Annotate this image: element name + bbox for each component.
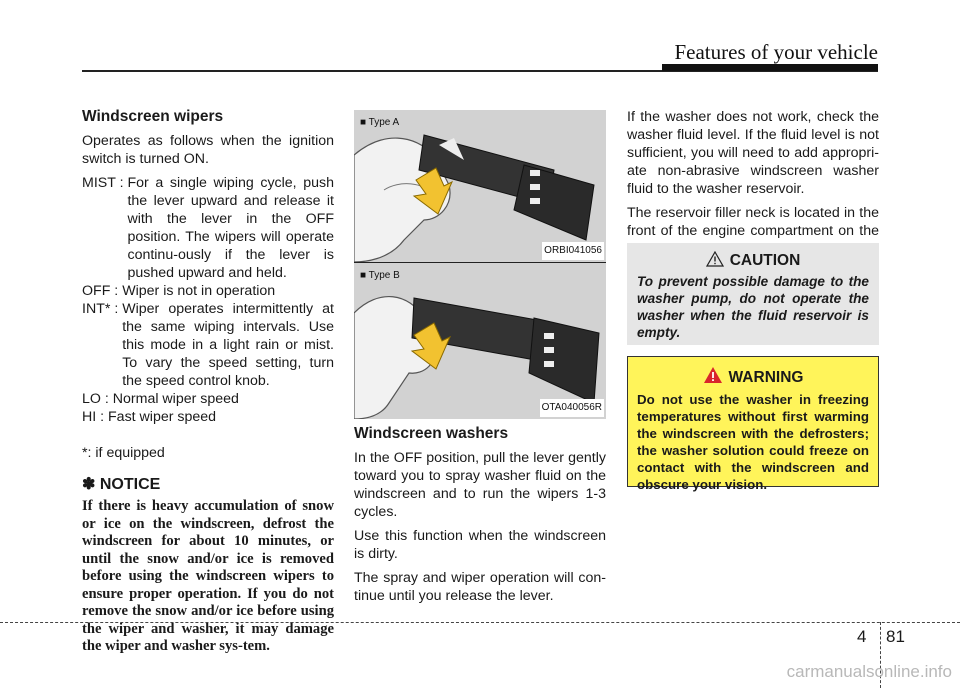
mode-desc: Wiper is not in operation — [122, 283, 276, 299]
mode-term: LO : — [82, 391, 113, 407]
footnote: *: if equipped — [82, 445, 165, 461]
warning-title: WARNING — [728, 369, 804, 386]
figure-type-label: ■ Type A — [360, 117, 400, 128]
watermark: carmanualsonline.info — [786, 662, 952, 681]
footer-rule — [0, 622, 960, 623]
wipers-intro: Operates as follows when the ignition switch is turned ON. — [82, 133, 334, 167]
mode-desc: Fast wiper speed — [108, 409, 217, 425]
wiper-lever-illustration — [354, 263, 606, 419]
mode-desc: For a single wiping cycle, push the lever upward and release it with the lever in the OFF position. The wipers will operate continu-ously if the lever is pushed upward and held. — [127, 175, 334, 281]
column-washers — [354, 110, 606, 611]
header-rule-accent — [662, 64, 878, 71]
washers-heading: Windscreen washers — [354, 425, 509, 442]
caution-triangle-icon — [706, 251, 724, 267]
column-wipers — [82, 108, 334, 656]
wiper-mode-hi — [82, 408, 334, 426]
column-washer-notes — [627, 108, 879, 264]
notice-body: If there is heavy accumulation of snow or ice on the windscreen, defrost the windscreen for about 10 minutes, or until the snow and/or ice is removed before using the windscreen wipers to ensure proper operation. If you do not remove the snow and/or ice before using the wiper and washer, it may damage the wiper and washer sys-tem. — [82, 498, 334, 654]
warning-box — [627, 356, 879, 492]
figure-type-b — [354, 263, 606, 419]
washers-paragraph: Use this function when the windscreen is dirty. — [354, 528, 606, 562]
wiper-mode-list — [82, 174, 334, 426]
mode-term: HI : — [82, 409, 109, 425]
figure-type-a — [354, 110, 606, 262]
caution-body: To prevent possible damage to the washer pump, do not operate the washer when the fluid reservoir is empty. — [637, 274, 869, 340]
mode-desc: Normal wiper speed — [112, 391, 239, 407]
caution-title: CAUTION — [729, 252, 801, 269]
reservoir-paragraph: The reservoir filler neck is located in the front of the engine compartment on the — [627, 205, 879, 239]
mode-term: INT* : — [82, 301, 123, 317]
warning-triangle-icon — [703, 366, 723, 384]
figure-code: ORBI041056 — [542, 242, 604, 260]
mode-term: MIST : — [82, 175, 128, 191]
section-title: Features of your vehicle — [674, 40, 878, 64]
caution-box — [627, 243, 879, 345]
warning-title-row — [637, 366, 869, 387]
caution-title-row — [637, 251, 869, 270]
page-number: 81 — [886, 627, 905, 646]
wiper-mode-mist — [82, 174, 334, 282]
washers-paragraph: The spray and wiper operation will con-tinue until you release the lever. — [354, 570, 606, 604]
chapter-number: 4 — [857, 627, 867, 646]
wiper-mode-int — [82, 300, 334, 390]
wiper-mode-off — [82, 282, 334, 300]
wipers-heading: Windscreen wipers — [82, 108, 224, 125]
wiper-mode-lo — [82, 390, 334, 408]
washers-paragraph: In the OFF position, pull the lever gently toward you to spray washer fluid on the windscreen and to run the wipers 1-3 cycles. — [354, 450, 606, 520]
warning-body: Do not use the washer in freezing temperatures without first warming the windscreen with the defrosters; the washer solution could freeze on contact with the windscreen and obscure your vision. — [637, 392, 869, 492]
washer-check-paragraph: If the washer does not work, check the washer fluid level. If the fluid level is not sufficient, you will need to add appropri-ate non-abrasive windscreen washer fluid to the washer reservoir. — [627, 109, 879, 197]
figure-type-label: ■ Type B — [360, 270, 400, 281]
notice-title: ✽ NOTICE — [82, 476, 161, 493]
wiper-lever-illustration — [354, 110, 606, 262]
mode-term: OFF : — [82, 283, 123, 299]
mode-desc: Wiper operates intermittently at the same wiping intervals. Use this mode in a light rain or mist. To vary the speed setting, turn the speed control knob. — [122, 301, 334, 389]
figure-code: OTA040056R — [540, 399, 604, 417]
